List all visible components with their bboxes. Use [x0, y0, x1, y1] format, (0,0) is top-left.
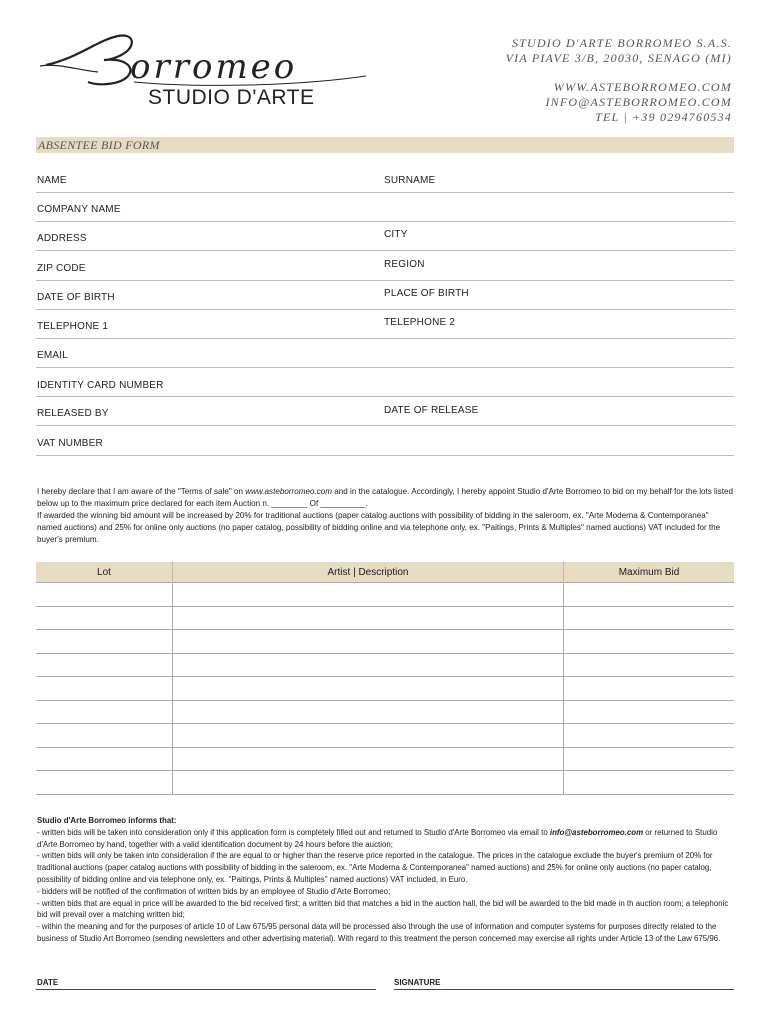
- address-label: ADDRESS: [37, 233, 87, 244]
- surname-label: SURNAME: [384, 175, 436, 186]
- lot-cell[interactable]: [36, 583, 173, 607]
- lot-cell[interactable]: [36, 606, 173, 630]
- artist-description-cell[interactable]: [173, 583, 564, 607]
- telephone2-label: TELEPHONE 2: [384, 317, 456, 328]
- zip-code-label: ZIP CODE: [37, 263, 86, 274]
- vat-number-label: VAT NUMBER: [37, 438, 103, 449]
- artist-description-cell[interactable]: [173, 700, 564, 724]
- company-name-field[interactable]: [36, 221, 734, 222]
- released-by-field[interactable]: [36, 425, 734, 426]
- zip-code-field[interactable]: [36, 280, 734, 281]
- note-line3: - bidders will be notified of the confirmation of written bids by an employee of Studio d'Arte Borromeo;: [37, 886, 391, 896]
- bid-row: [36, 653, 734, 677]
- logo-script-graphic: [38, 30, 368, 90]
- lot-cell[interactable]: [36, 771, 173, 795]
- maximum-bid-cell[interactable]: [564, 771, 735, 795]
- company-telephone: TEL | +39 0294760534: [595, 110, 732, 124]
- form-title: ABSENTEE BID FORM: [38, 138, 160, 152]
- signature-label: SIGNATURE: [394, 978, 441, 987]
- date-field[interactable]: [36, 989, 376, 990]
- note-line1a: - written bids will be taken into consideration only if this application form is completely filled out and returned to Studio d'Arte Borromeo via email to: [37, 827, 550, 837]
- declaration-part3: If awarded the winning bid amount will be increased by 20% for traditional auctions (paper catalog auctions with possibility of bidding in the saleroom, ex. "Arte Moderna & Contemporanea" named auctions) and 25% for online only auctions (no paper catalog, possibility of bidding online and via telephone only, ex. "Paitings, Prints & Multiples" named auctions) VAT included for the buyer's premium.: [37, 511, 721, 544]
- declaration-text: [37, 486, 735, 546]
- note-email[interactable]: info@asteborromeo.com: [549, 827, 644, 837]
- declaration-website[interactable]: www.asteborromeo.com: [245, 487, 333, 496]
- bid-row: [36, 630, 734, 654]
- maximum-bid-cell[interactable]: [564, 583, 735, 607]
- name-label: NAME: [37, 175, 67, 186]
- maximum-bid-cell[interactable]: [564, 747, 735, 771]
- declaration-part2: and in the catalogue. Accordingly, I hereby appoint Studio d'Arte Borromeo to bid on my behalf for the lots listed below up to the maximum price declared for each item Auction n. ________ Of __________.: [37, 487, 733, 508]
- artist-description-cell[interactable]: [173, 677, 564, 701]
- logo-subtitle: STUDIO D'ARTE: [148, 86, 315, 109]
- notes-heading: Studio d'Arte Borromeo informs that:: [37, 816, 177, 825]
- maximum-bid-cell[interactable]: [564, 677, 735, 701]
- bid-row: [36, 606, 734, 630]
- note-line2: - written bids will only be taken into consideration if the are equal to or higher than the reserve price reported in the catalogue. The prices in the catalogue exclude the buyer's premium of 20% for traditional auctions (paper catalog auctions with possibility of bidding in the saleroom, ex. "Arte Moderna & Contemporanea" named auctions) and 25% for online only auctions (no paper catalog, possibility of bidding online and via telephone only, ex. "Paitings, Prints & Multiples" named auctions) VAT included, in Euro.: [37, 851, 713, 884]
- vat-number-field[interactable]: [36, 455, 734, 456]
- artist-description-cell[interactable]: [173, 630, 564, 654]
- lot-cell[interactable]: [36, 630, 173, 654]
- region-label: REGION: [384, 259, 425, 270]
- address-field[interactable]: [36, 250, 734, 251]
- identity-card-field[interactable]: [36, 396, 734, 397]
- maximum-bid-cell[interactable]: [564, 606, 735, 630]
- signature-field[interactable]: [394, 989, 734, 990]
- email-field[interactable]: [36, 367, 734, 368]
- artist-description-cell[interactable]: [173, 724, 564, 748]
- telephone1-label: TELEPHONE 1: [37, 321, 109, 332]
- lot-cell[interactable]: [36, 677, 173, 701]
- bid-row: [36, 771, 734, 795]
- bid-table-header: [36, 562, 734, 583]
- maximum-bid-cell[interactable]: [564, 653, 735, 677]
- svg-text:orromeo: orromeo: [130, 47, 298, 87]
- company-name-label: COMPANY NAME: [37, 204, 121, 215]
- note-line4: - written bids that are equal in price will be awarded to the bid received first; a written bid that matches a bid in the auction hall, the bid will be awarded to the bid made in th auction room; a telephonic bid will prevail over a matching written bid;: [37, 898, 729, 920]
- artist-description-cell[interactable]: [173, 747, 564, 771]
- bid-row: [36, 724, 734, 748]
- telephone-field[interactable]: [36, 338, 734, 339]
- date-of-birth-label: DATE OF BIRTH: [37, 292, 115, 303]
- lot-cell[interactable]: [36, 747, 173, 771]
- company-info: [506, 36, 732, 125]
- name-field[interactable]: [36, 192, 734, 193]
- company-logo: [38, 30, 368, 90]
- lot-cell[interactable]: [36, 700, 173, 724]
- date-of-release-label: DATE OF RELEASE: [384, 405, 479, 416]
- bid-row: [36, 677, 734, 701]
- lot-cell[interactable]: [36, 653, 173, 677]
- place-of-birth-label: PLACE OF BIRTH: [384, 288, 469, 299]
- artist-description-header: Artist | Description: [173, 562, 564, 583]
- lot-header: Lot: [36, 562, 173, 583]
- date-of-birth-field[interactable]: [36, 309, 734, 310]
- artist-description-cell[interactable]: [173, 771, 564, 795]
- artist-description-cell[interactable]: [173, 606, 564, 630]
- lot-cell[interactable]: [36, 724, 173, 748]
- note-line5: - within the meaning and for the purposes of article 10 of Law 675/95 personal data will be processed also through the use of information and computer systems for purposes directly related to the business of Studio Art Borromeo (sending newsletters and other advertising material). With regard to this treatment the person concerned may exercise all rights under Article 13 of the Law 675/96.: [37, 922, 721, 943]
- artist-description-cell[interactable]: [173, 653, 564, 677]
- declaration-part1: I hereby declare that I am aware of the "Terms of sale" on: [37, 487, 246, 496]
- form-title-bar: [36, 137, 734, 153]
- bid-table: [36, 562, 734, 795]
- bid-row: [36, 700, 734, 724]
- date-label: DATE: [37, 978, 59, 987]
- company-email[interactable]: INFO@ASTEBORROMEO.COM: [545, 95, 732, 109]
- bid-row: [36, 583, 734, 607]
- bid-row: [36, 747, 734, 771]
- maximum-bid-cell[interactable]: [564, 630, 735, 654]
- released-by-label: RELEASED BY: [37, 408, 109, 419]
- maximum-bid-cell[interactable]: [564, 700, 735, 724]
- maximum-bid-header: Maximum Bid: [564, 562, 735, 583]
- identity-card-label: IDENTITY CARD NUMBER: [37, 380, 164, 391]
- company-address: VIA PIAVE 3/B, 20030, SENAGO (MI): [505, 51, 732, 65]
- note-line1c: or returned to Studio d'Arte Borromeo by hand, together with a valid identification document by 24 hours before the auction;: [37, 827, 718, 849]
- email-label: EMAIL: [37, 350, 69, 361]
- notes-section: [37, 815, 735, 945]
- company-name: STUDIO D'ARTE BORROMEO S.A.S.: [511, 36, 732, 50]
- company-website[interactable]: WWW.ASTEBORROMEO.COM: [553, 80, 732, 94]
- city-label: CITY: [384, 229, 408, 240]
- maximum-bid-cell[interactable]: [564, 724, 735, 748]
